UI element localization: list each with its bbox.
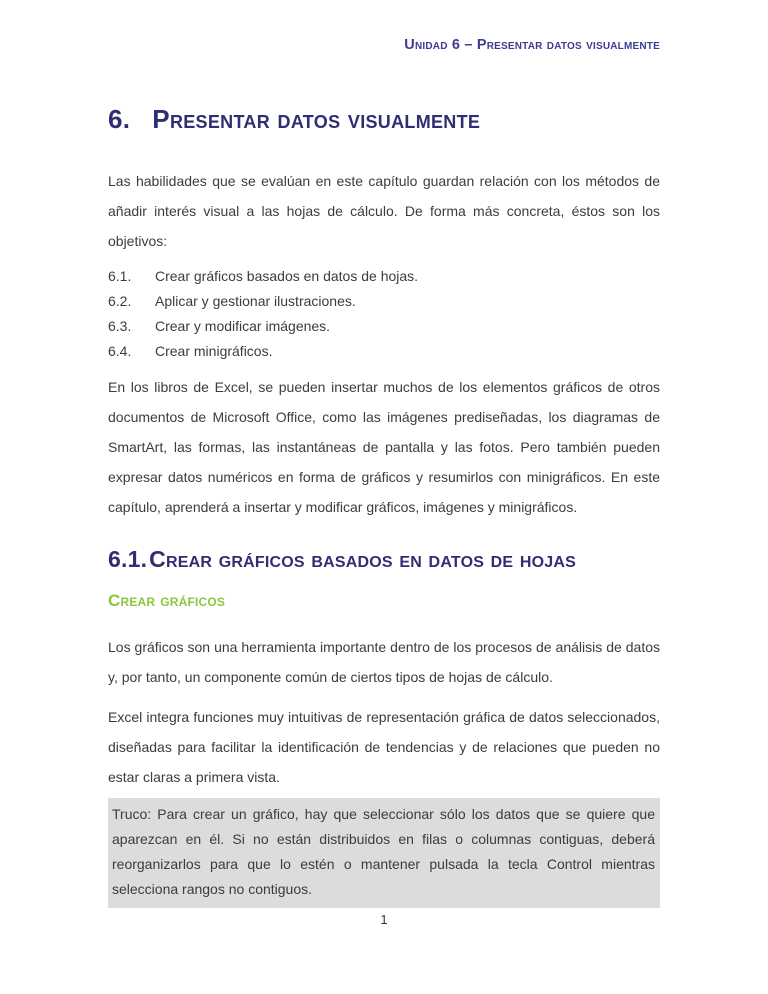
charts-paragraph-2: Excel integra funciones muy intuitivas de representación gráfica de datos seleccionados, diseñadas para facilitar la identificación de tendencias y de relaciones que pueden no estar claras a primera vista. bbox=[108, 709, 660, 785]
objective-number: 6.1. bbox=[108, 268, 132, 284]
objective-text: Crear minigráficos. bbox=[155, 343, 273, 359]
tip-callout: Truco: Para crear un gráfico, hay que seleccionar sólo los datos que se quiere que aparezcan en él. Si no están distribuidos en filas o columnas contiguas, deberá reorganizarlos para que lo estén o mantener pulsada la tecla Control mientras selecciona rangos no contiguos. bbox=[108, 798, 660, 908]
chapter-number: 6. bbox=[108, 104, 131, 134]
objective-item bbox=[108, 289, 660, 314]
running-header: Unidad 6 – Presentar datos visualmente bbox=[404, 37, 660, 53]
section-number: 6.1. bbox=[108, 546, 148, 572]
charts-paragraph-1: Los gráficos son una herramienta importante dentro de los procesos de análisis de datos y, por tanto, un componente común de ciertos tipos de hojas de cálculo. bbox=[108, 639, 660, 685]
section-title bbox=[108, 546, 660, 572]
overview-paragraph: En los libros de Excel, se pueden insertar muchos de los elementos gráficos de otros documentos de Microsoft Office, como las imágenes prediseñadas, los diagramas de SmartArt, las formas, las instantáneas de pantalla y las fotos. Pero también pueden expresar datos numéricos en forma de gráficos y resumirlos con minigráficos. En este capítulo, aprenderá a insertar y modificar gráficos, imágenes y minigráficos. bbox=[108, 379, 660, 515]
objective-item bbox=[108, 314, 660, 339]
page-number: 1 bbox=[380, 912, 388, 927]
chapter-title bbox=[108, 106, 660, 132]
objective-number: 6.4. bbox=[108, 343, 132, 359]
chapter-title-text: Presentar datos visualmente bbox=[152, 104, 481, 134]
intro-paragraph: Las habilidades que se evalúan en este capítulo guardan relación con los métodos de añadir interés visual a las hojas de cálculo. De forma más concreta, éstos son los objetivos: bbox=[108, 173, 660, 249]
objective-number: 6.3. bbox=[108, 318, 132, 334]
section-title-text: Crear gráficos basados en datos de hojas bbox=[149, 546, 577, 572]
objective-text: Aplicar y gestionar ilustraciones. bbox=[155, 293, 356, 309]
objective-text: Crear gráficos basados en datos de hojas. bbox=[155, 268, 419, 284]
objective-item bbox=[108, 339, 660, 364]
objective-number: 6.2. bbox=[108, 293, 132, 309]
objectives-list bbox=[108, 264, 660, 364]
subsection-title: Crear gráficos bbox=[108, 591, 226, 610]
objective-text: Crear y modificar imágenes. bbox=[155, 318, 331, 334]
objective-item bbox=[108, 264, 660, 289]
